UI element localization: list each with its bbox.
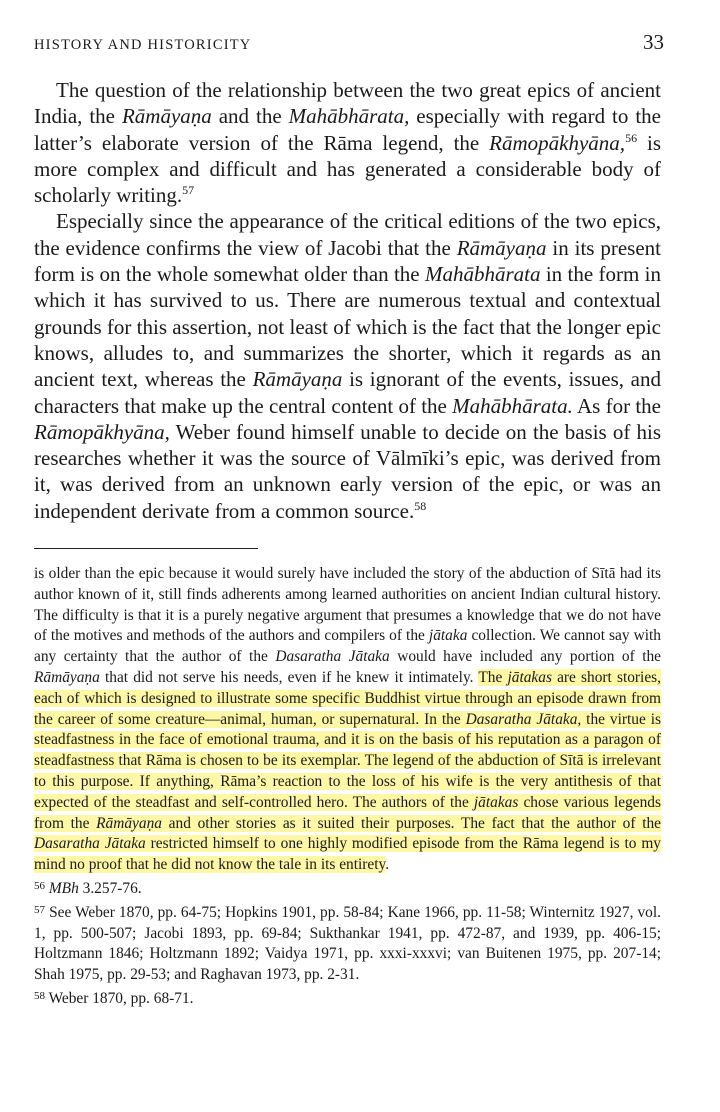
text-run: are short stories, each of which is designed to illustrate some specific Buddhist virtue through an episode drawn from the career of some creature—animal, human, or supernatural. In the: [34, 668, 661, 728]
italic-title: Rāmopākhyāna,: [489, 130, 626, 155]
italic-title: Rāmāyaṇa: [96, 814, 162, 832]
italic-title: Rāmāyaṇa: [456, 235, 547, 260]
footnotes: [34, 564, 661, 1010]
footnote-number: 57: [34, 903, 45, 916]
footnote-ref: 56: [625, 130, 638, 145]
text-run: chose various legends from the: [34, 793, 661, 832]
text-run: that did not serve his needs, even if he knew it intimately.: [99, 668, 479, 686]
text-run: Especially since the appearance of the critical editions of the two epics, the evidence confirms the view of Jacobi that the: [34, 209, 661, 260]
italic-title: Dasaratha Jātaka,: [465, 710, 582, 728]
footnote-ref: 57: [182, 183, 195, 198]
text-run: and other stories as it suited their purposes. The fact that the author of the: [161, 814, 661, 832]
italic-term: jātakas: [473, 793, 519, 811]
running-head: HISTORY AND HISTORICITY: [34, 37, 252, 53]
italic-abbrev: MBh: [48, 879, 79, 897]
text-run: Weber found himself unable to decide on the basis of his researches whether it was the source of Vālmīki’s epic, was derived from it, was derived from an unknown early version of the epic, or was an independent derivate from a common source.: [34, 419, 661, 523]
text-run: is more complex and difficult and has generated a considerable body of scholarly writing.: [34, 130, 662, 208]
italic-term: jātakas: [507, 668, 552, 686]
italic-title: Mahābhārata.: [452, 393, 573, 418]
text-run: is ignorant of the events, issues, and characters that make up the central content of the: [34, 367, 661, 418]
italic-title: Mahābhārata: [424, 262, 541, 287]
highlighted-passage: [34, 669, 661, 873]
paragraph-1: [34, 77, 661, 208]
paragraph-2: [34, 208, 661, 524]
text-run: in its present form is on the whole somewhat older than the: [34, 235, 661, 287]
footnote-57: [34, 900, 661, 986]
text-run: collection. We cannot say with any certainty that the author of the: [34, 627, 661, 666]
italic-title: Rāmāyaṇa: [252, 367, 343, 392]
footnote-divider: [34, 548, 258, 549]
text-run: 3.257-76.: [78, 879, 142, 897]
footnote-number: 56: [34, 879, 45, 892]
text-run: would have included any portion of the: [389, 648, 662, 666]
footnote-56: [34, 876, 661, 900]
main-text: [34, 77, 661, 524]
text-run: Weber 1870, pp. 68-71.: [45, 989, 194, 1007]
text-run: the virtue is steadfastness in the face of emotional trauma, and it is on the basis of his reputation as a paragon of steadfastness that Rāma is chosen to be its exemplar. The legend of the abduction of Sītā is irrelevant to this purpose. If anything, Rāma’s reaction to the loss of his wife is the very antithesis of that expected of the steadfast and self-controlled hero. The authors of the: [34, 710, 661, 811]
page-number: 33: [643, 30, 664, 54]
text-run: See Weber 1870, pp. 64-75; Hopkins 1901, pp. 58-84; Kane 1966, pp. 11-58; Winternitz 1927, vol. 1, pp. 500-507; Jacobi 1893, pp. 69-84; Sukthankar 1941, pp. 472-87, and 1939, pp. 406-15; Holtzmann 1846; Holtzmann 1892; Vaidya 1971, pp. xxxi-xxxvi; van Buitenen 1975, pp. 207-14; Shah 1975, pp. 29-53; and Raghavan 1973, pp. 2-31.: [34, 903, 661, 984]
italic-title: Dasaratha Jātaka: [34, 835, 146, 853]
footnote-ref: 58: [414, 498, 427, 513]
footnote-number: 58: [34, 989, 45, 1002]
italic-term: jātaka: [428, 627, 468, 645]
italic-title: Rāmāyaṇa: [121, 104, 212, 129]
text-run: The question of the relationship between the two great epics of ancient India, the: [34, 78, 661, 129]
text-run: especially with regard to the latter’s elaborate version of the Rāma legend, the: [34, 104, 661, 155]
italic-title: Rāmāyaṇa: [34, 668, 100, 686]
text-run: is older than the epic because it would surely have included the story of the abduction of Sītā had its author known of it, still finds adherents among learned authorities on ancient Indian cultural history. The difficulty is that it is a purely negative argument that presumes a knowledge that we do not have of the motives and methods of the authors and compilers of the: [34, 565, 661, 645]
text-run: As for the: [572, 393, 661, 418]
page-header: [34, 30, 664, 55]
text-run: .: [385, 856, 390, 874]
italic-title: Dasaratha Jātaka: [275, 648, 390, 666]
text-run: restricted himself to one highly modified episode from the Rāma legend is to my mind no proof that he did not know the tale in its entirety: [34, 835, 661, 874]
italic-title: Rāmopākhyāna,: [34, 419, 170, 444]
text-run: in the form in which it has survived to us. There are numerous textual and contextual grounds for this assertion, not least of which is the fact that the longer epic knows, alludes to, and summarizes the shorter, which it regards as an ancient text, whereas the: [34, 262, 661, 392]
text-run: and the: [211, 104, 289, 129]
italic-title: Mahābhārata,: [288, 104, 410, 129]
text-run: The: [478, 668, 508, 686]
footnote-58: [34, 986, 661, 1010]
footnote-continuation: [34, 564, 661, 876]
